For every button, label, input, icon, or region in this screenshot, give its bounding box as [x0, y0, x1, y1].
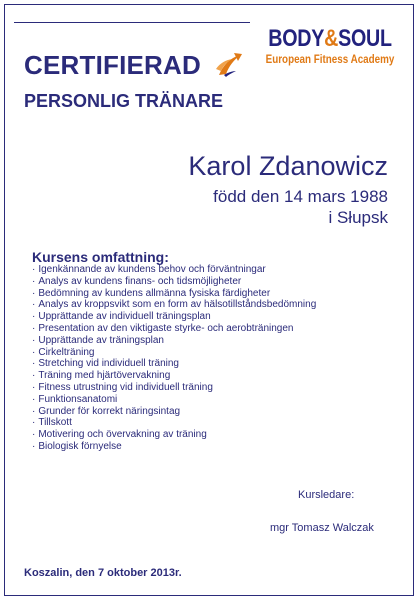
course-topic-text: Igenkännande av kundens behov och förväntningar — [38, 264, 266, 275]
course-topic-item — [32, 299, 316, 311]
birth-date: född den 14 mars 1988 — [213, 187, 388, 206]
bullet-dot-icon: · — [32, 299, 36, 311]
course-topic-text: Stretching vid individuell träning — [38, 358, 179, 370]
course-topic-text: Biologisk förnyelse — [38, 440, 122, 452]
header-rule — [14, 22, 250, 23]
bullet-dot-icon: · — [32, 370, 36, 382]
bullet-dot-icon: · — [32, 264, 36, 275]
birth-place: i Słupsk — [328, 208, 388, 227]
bullet-dot-icon: · — [32, 334, 36, 346]
brand-name-part1: BODY — [268, 25, 325, 52]
course-topic-text: Fitness utrustning vid individuell träning — [38, 381, 213, 393]
course-topic-list — [32, 264, 316, 453]
course-topic-item — [32, 264, 316, 276]
course-topic-item — [32, 441, 316, 453]
course-topic-item — [32, 429, 316, 441]
bullet-dot-icon: · — [32, 322, 36, 334]
certificate-subtitle: PERSONLIG TRÄNARE — [24, 91, 224, 111]
course-leader-label: Kursledare: — [298, 489, 355, 501]
bullet-dot-icon: · — [32, 393, 36, 405]
bullet-dot-icon: · — [32, 429, 36, 441]
course-topic-text: Upprättande av träningsplan — [38, 334, 164, 346]
course-topic-item — [32, 394, 316, 406]
brand-logo — [250, 26, 410, 66]
bullet-dot-icon: · — [32, 417, 36, 429]
place-and-date: Koszalin, den 7 oktober 2013r. — [24, 567, 182, 579]
bullet-dot-icon: · — [32, 275, 36, 287]
course-topic-text: Analys av kroppsvikt som en form av hälsotillståndsbedömning — [38, 299, 317, 311]
course-topic-item — [32, 370, 316, 382]
bullet-dot-icon: · — [32, 440, 36, 452]
bullet-dot-icon: · — [32, 405, 36, 417]
course-scope-heading: Kursens omfattning: — [32, 249, 169, 265]
course-topic-text: Funktionsanatomi — [38, 393, 118, 405]
course-topic-item — [32, 382, 316, 394]
bullet-dot-icon: · — [32, 287, 36, 299]
course-topic-text: Cirkelträning — [38, 346, 95, 358]
course-topic-item — [32, 311, 316, 323]
course-topic-text: Analys av kundens finans- och tidsmöjligheter — [38, 275, 242, 287]
bullet-dot-icon: · — [32, 346, 36, 358]
course-topic-text: Tillskott — [38, 417, 72, 429]
course-topic-item — [32, 288, 316, 300]
course-topic-text: Presentation av den viktigaste styrke- och aerobträningen — [38, 322, 294, 334]
brand-tagline: European Fitness Academy — [265, 52, 395, 66]
course-topic-text: Grunder för korrekt näringsintag — [38, 405, 181, 417]
brand-name-ampersand: & — [324, 25, 339, 52]
course-topic-item — [32, 276, 316, 288]
course-topic-item — [32, 335, 316, 347]
course-topic-item — [32, 323, 316, 335]
course-topic-text: Träning med hjärtövervakning — [38, 370, 171, 382]
course-leader-name: mgr Tomasz Walczak — [270, 522, 374, 534]
recipient-name: Karol Zdanowicz — [188, 151, 388, 181]
course-topic-text: Upprättande av individuell träningsplan — [38, 311, 211, 323]
certificate-title: CERTIFIERAD — [24, 50, 201, 80]
brand-name — [264, 26, 395, 52]
course-topic-item — [32, 347, 316, 359]
brand-name-part2: SOUL — [338, 25, 392, 52]
course-topic-text: Bedömning av kundens allmänna fysiska färdigheter — [38, 287, 271, 299]
course-topic-item — [32, 417, 316, 429]
bullet-dot-icon: · — [32, 381, 36, 393]
orange-arrow-swoosh-icon — [214, 51, 244, 79]
course-topic-text: Motivering och övervakning av träning — [38, 429, 207, 441]
course-topic-item — [32, 406, 316, 418]
bullet-dot-icon: · — [32, 358, 36, 370]
course-topic-item — [32, 358, 316, 370]
bullet-dot-icon: · — [32, 311, 36, 323]
